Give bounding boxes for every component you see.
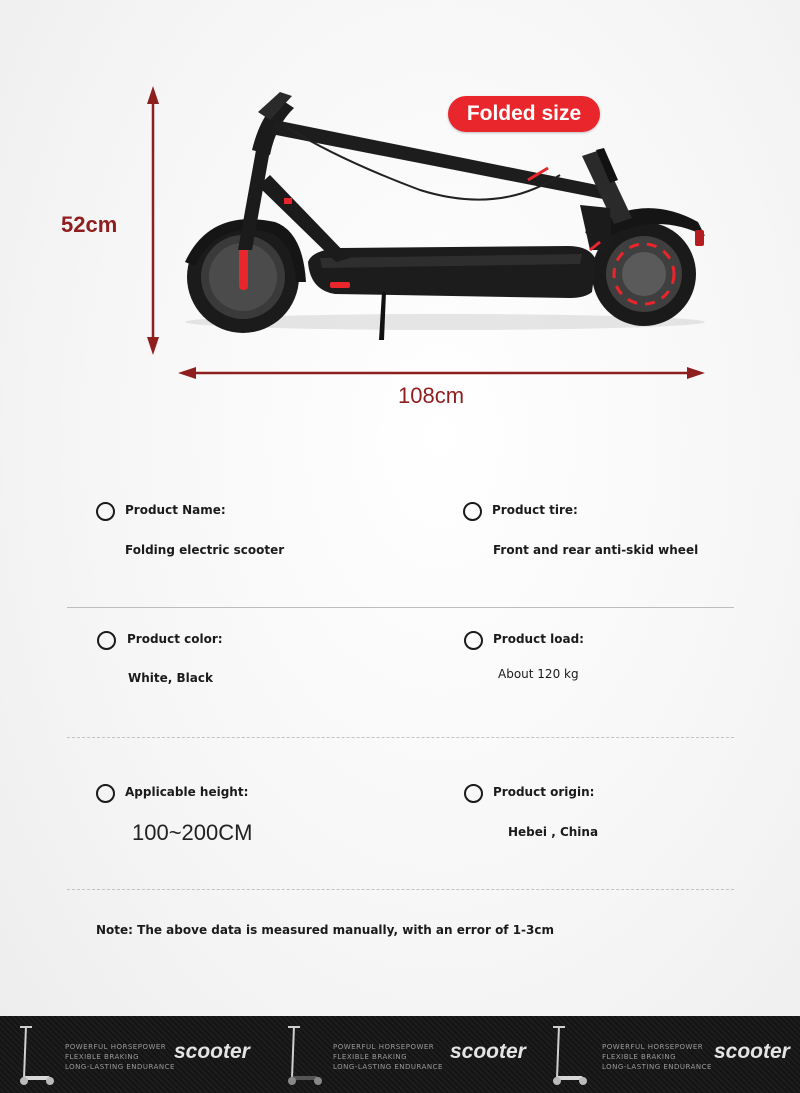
measurement-note: Note: The above data is measured manually, with an error of 1-3cm (96, 923, 555, 937)
spec-label-product-tire: Product tire: (492, 503, 578, 517)
bullet-circle-icon (96, 784, 115, 803)
promo-brand: scooter (450, 1040, 526, 1063)
height-dimension-label: 52cm (61, 212, 118, 237)
spec-value-applicable-height: 100~200CM (132, 820, 253, 845)
bullet-circle-icon (463, 502, 482, 521)
folded-size-badge: Folded size (448, 96, 600, 132)
spec-label-applicable-height: Applicable height: (125, 785, 249, 799)
promo-line: LONG-LASTING ENDURANCE (333, 1063, 443, 1071)
spec-value-product-origin: Hebei , China (508, 825, 599, 839)
bullet-circle-icon (464, 631, 483, 650)
spec-value-product-load: About 120 kg (498, 667, 579, 681)
height-arrow (147, 86, 159, 355)
spec-label-product-load: Product load: (493, 632, 584, 646)
bullet-circle-icon (96, 502, 115, 521)
scooter-thumbnail-icon (14, 1022, 58, 1088)
promo-line: POWERFUL HORSEPOWER (65, 1043, 167, 1051)
spec-label-product-name: Product Name: (125, 503, 226, 517)
promo-brand: scooter (714, 1040, 790, 1063)
scooter-image (185, 92, 705, 340)
length-arrow (178, 367, 705, 379)
scooter-thumbnail-icon (547, 1022, 591, 1088)
bullet-circle-icon (464, 784, 483, 803)
spec-value-product-name: Folding electric scooter (125, 543, 285, 557)
bullet-circle-icon (97, 631, 116, 650)
spec-label-product-color: Product color: (127, 632, 223, 646)
promo-banner (0, 1016, 800, 1093)
spec-value-product-color: White, Black (128, 671, 213, 685)
spec-value-product-tire: Front and rear anti-skid wheel (493, 543, 699, 557)
divider (67, 889, 734, 890)
spec-label-product-origin: Product origin: (493, 785, 595, 799)
promo-brand: scooter (174, 1040, 250, 1063)
promo-line: FLEXIBLE BRAKING (65, 1053, 140, 1061)
promo-line: LONG-LASTING ENDURANCE (65, 1063, 175, 1071)
promo-line: FLEXIBLE BRAKING (333, 1053, 408, 1061)
divider (67, 607, 734, 608)
folded-scooter-diagram (0, 0, 800, 440)
divider (67, 737, 734, 738)
promo-line: FLEXIBLE BRAKING (602, 1053, 677, 1061)
promo-line: POWERFUL HORSEPOWER (333, 1043, 435, 1051)
length-dimension-label: 108cm (398, 383, 465, 408)
scooter-thumbnail-icon (282, 1022, 326, 1088)
promo-line: POWERFUL HORSEPOWER (602, 1043, 704, 1051)
promo-line: LONG-LASTING ENDURANCE (602, 1063, 712, 1071)
